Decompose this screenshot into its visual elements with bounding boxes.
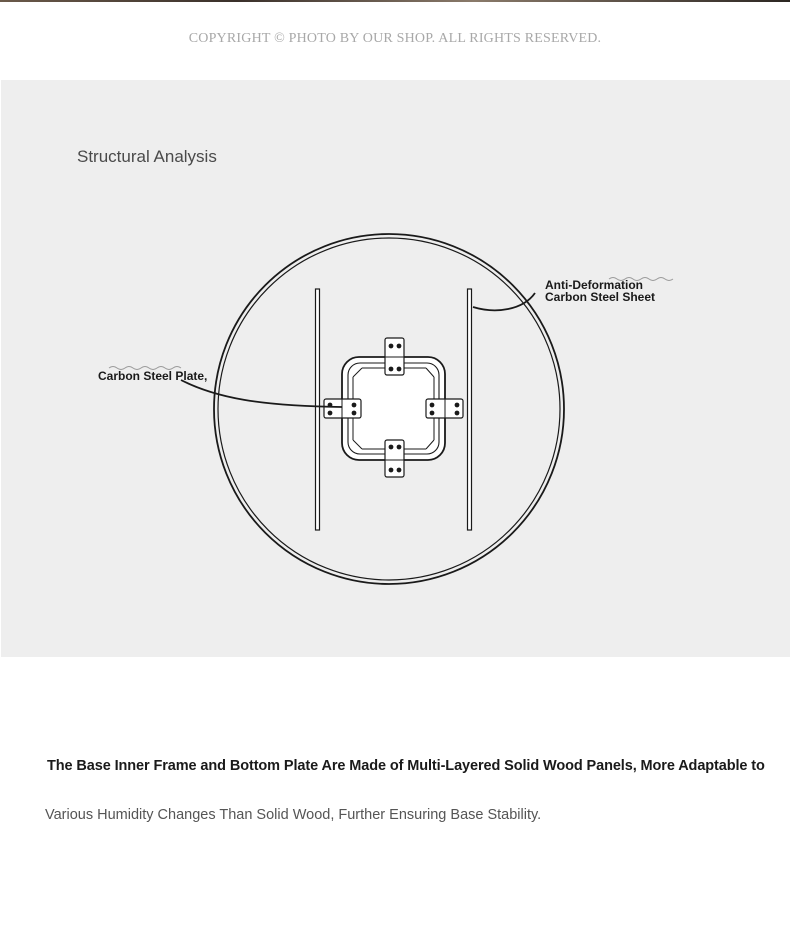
left-steel-sheet: [316, 289, 320, 530]
bottom-bracket: [385, 440, 404, 477]
structural-diagram-panel: [1, 80, 790, 657]
label-anti-deformation-line2: Carbon Steel Sheet: [545, 290, 656, 304]
top-photo-edge: [0, 0, 790, 2]
label-anti-deformation: [545, 279, 655, 303]
right-bracket: [426, 399, 463, 418]
top-bracket: [385, 338, 404, 375]
leader-line-anti-deformation: [473, 293, 535, 310]
description-line-1: The Base Inner Frame and Bottom Plate Are Made of Multi-Layered Solid Wood Panels, More Adaptable to: [47, 758, 765, 774]
label-anti-deformation-line1: Anti-Deformation: [545, 278, 643, 292]
description-line-2: Various Humidity Changes Than Solid Wood, Further Ensuring Base Stability.: [45, 807, 542, 823]
left-bracket: [324, 399, 361, 418]
right-steel-sheet: [468, 289, 472, 530]
label-carbon-steel-plate: Carbon Steel Plate,: [98, 369, 208, 383]
copyright-notice: COPYRIGHT © PHOTO BY OUR SHOP. ALL RIGHTS RESERVED.: [188, 31, 602, 46]
diagram-title: Structural Analysis: [77, 147, 217, 166]
